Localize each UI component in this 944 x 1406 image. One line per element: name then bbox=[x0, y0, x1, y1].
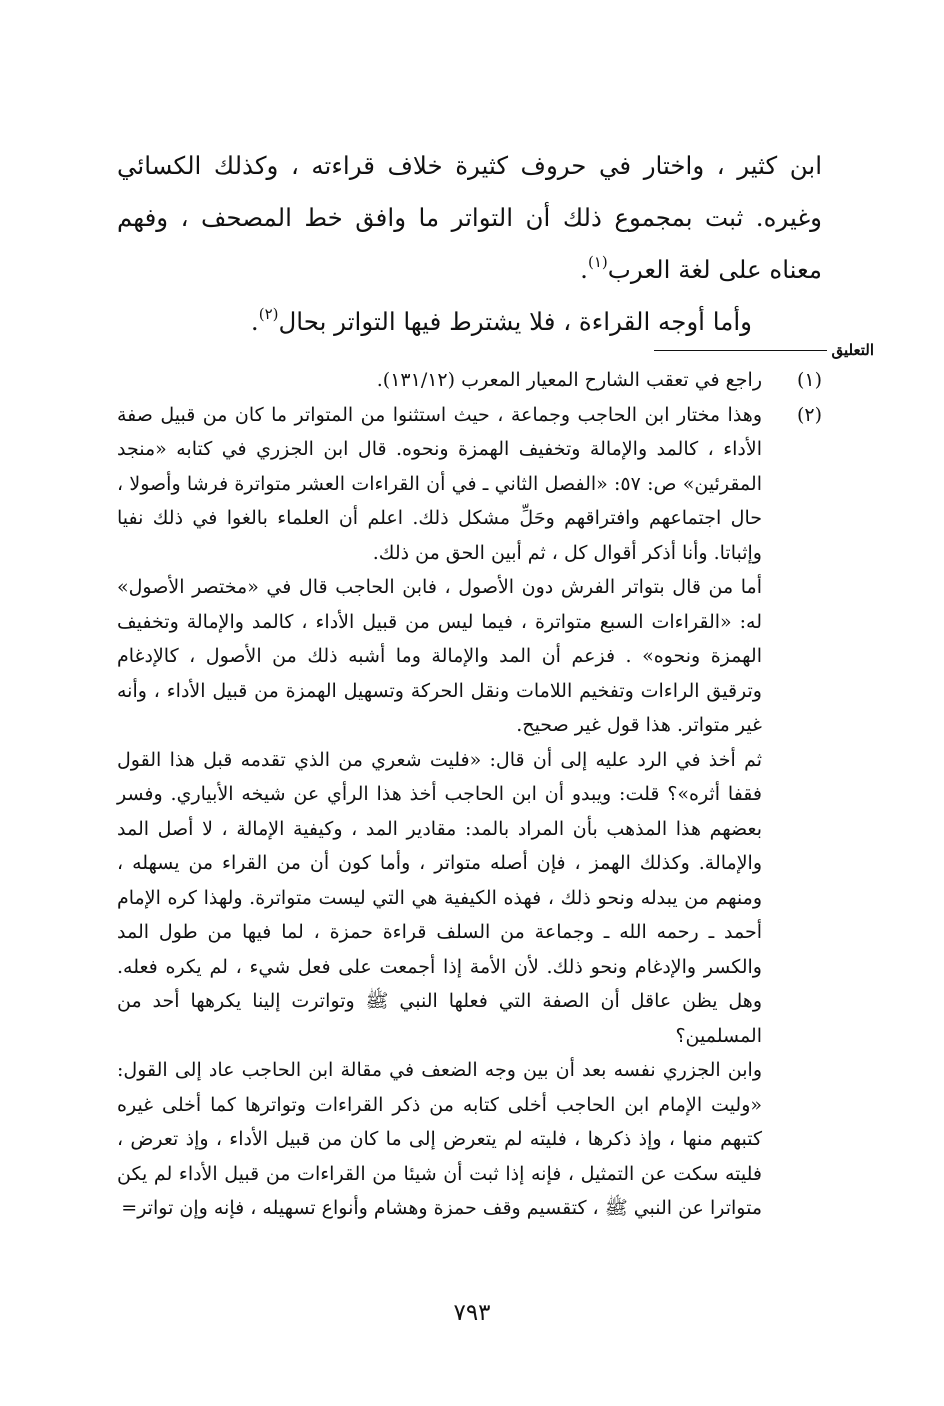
footnote-paragraph: ثم أخذ في الرد عليه إلى أن قال: «فليت شعري من الذي تقدمه قبل هذا القول فقفا أثره»؟ قلت: ويبدو أن ابن الحاجب أخذ هذا الرأي عن شيخه الأبياري. وفسر بعضهم هذا المذهب بأن المراد بالمد: مقادير المد ، وكيفية الإمالة ، لا أصل المد والإمالة. وكذلك الهمز ، فإن أصله متواتر ، وأما كون أن من القراء من يسهله ، ومنهم من يبدله ونحو ذلك ، فهذه الكيفية هي التي ليست متواترة. ولهذا كره الإمام أحمد ـ رحمه الله ـ وجماعة من السلف قراءة حمزة ، لما فيها من طول المد والكسر والإدغام ونحو ذلك. لأن الأمة إذا أجمعت على فعل شيء ، لم يكره فعله. وهل يظن عاقل أن الصفة التي فعلها النبي ﷺ وتواترت إلينا يكرهها أحد من المسلمين؟ bbox=[117, 748, 762, 1047]
footnote-number: (٢) bbox=[796, 403, 822, 426]
main-paragraph-1-text: ابن كثير ، واختار في حروف كثيرة خلاف قراءته ، وكذلك الكسائي وغيره. ثبت بمجموع ذلك أن التواتر ما وافق خط المصحف ، وفهم معناه على لغة العرب bbox=[117, 151, 822, 284]
footnotes bbox=[117, 363, 822, 1226]
footnote-body bbox=[117, 363, 762, 398]
footnote-2 bbox=[117, 398, 822, 1226]
main-paragraph-2-end: . bbox=[250, 307, 259, 336]
page-number: ٧٩٣ bbox=[453, 1300, 491, 1326]
main-paragraph-2-text: وأما أوجه القراءة ، فلا يشترط فيها التواتر بحال bbox=[278, 307, 752, 336]
footnote-ref-2: (٢) bbox=[258, 305, 279, 323]
commentary-label: التعليق bbox=[831, 341, 874, 359]
footnote-paragraph: وهذا مختار ابن الحاجب وجماعة ، حيث استثنوا من المتواتر ما كان من قبيل صفة الأداء ، كالمد والإمالة وتخفيف الهمزة ونحوه. قال ابن الجزري في كتابه «منجد المقرئين» ص: ٥٧: «الفصل الثاني ـ في أن القراءات العشر متواترة فرشا وأصولا ، حال اجتماعهم وافتراقهم وحَلِّ مشكل ذلك. اعلم أن العلماء بالغوا في ذلك نفيا وإثباتا. وأنا أذكر أقوال كل ، ثم أبين الحق من ذلك. bbox=[117, 403, 762, 564]
commentary-separator bbox=[654, 340, 874, 360]
footnote-paragraph: راجع في تعقب الشارح المعيار المعرب (١٣١/١٢). bbox=[376, 369, 762, 391]
footnote-ref-1: (١) bbox=[587, 253, 608, 271]
main-paragraph-1-end: . bbox=[580, 255, 588, 284]
footnote-paragraph: أما من قال بتواتر الفرش دون الأصول ، فابن الحاجب قال في «مختصر الأصول» له: «القراءات السبع متواترة ، فيما ليس من قبيل الأداء ، كالمد والإمالة وتخفيف الهمزة ونحوه» . فزعم أن المد والإمالة وما أشبه ذلك من الأصول ، كالإدغام وترقيق الراءات وتفخيم اللامات ونقل الحركة وتسهيل الهمزة من قبيل الأداء ، وأنه غير متواتر. هذا قول غير صحيح. bbox=[117, 576, 762, 736]
main-paragraph-1 bbox=[117, 140, 822, 296]
footnote-1 bbox=[117, 363, 822, 398]
footnote-paragraph: وابن الجزري نفسه بعد أن بين وجه الضعف في مقالة ابن الحاجب عاد إلى القول: «وليت الإمام ابن الحاجب أخلى كتابه من ذكر القراءات وتواترها كما أخلى غيره كتبهم منها ، وإذ ذكرها ، فليته لم يتعرض إلى ما كان من قبيل الأداء ، وإذ تعرض ، فليته سكت عن التمثيل ، فإنه إذا ثبت أن شيئا من القراءات من قبيل الأداء لم يكن متواترا عن النبي ﷺ ، كتقسيم وقف حمزة وهشام وأنواع تسهيله ، فإنه وإن تواتر= bbox=[117, 1059, 762, 1219]
main-text-block bbox=[117, 140, 822, 348]
footnote-body bbox=[117, 398, 762, 1226]
separator-line bbox=[654, 350, 827, 351]
footnote-number: (١) bbox=[796, 369, 822, 391]
